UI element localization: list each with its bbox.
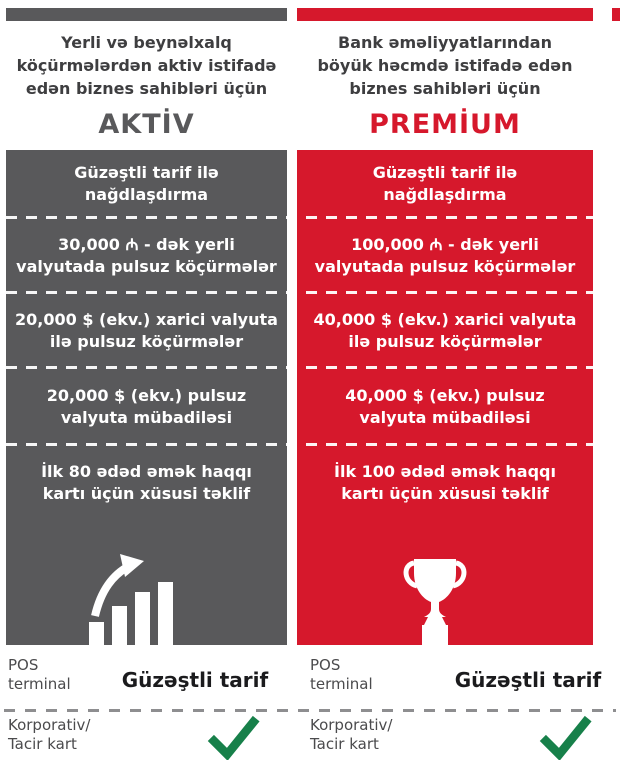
aktiv-corporate-card-label: Korporativ/ Tacir kart	[8, 716, 91, 753]
aktiv-benefit-currency-exchange: 20,000 $ (ekv.) pulsuz valyuta mübadiləsi	[46, 385, 247, 427]
premium-benefit-currency-exchange: 40,000 $ (ekv.) pulsuz valyuta mübadiləsi	[345, 385, 545, 427]
premium-plan-title: PREMİUM	[369, 109, 521, 140]
premium-accent-bar	[297, 8, 593, 21]
trophy-icon	[402, 559, 468, 649]
row-divider	[6, 291, 593, 294]
aktiv-checkmark-icon	[207, 712, 261, 760]
row-divider	[6, 443, 593, 446]
premium-pos-terminal-label: POS terminal	[310, 656, 373, 693]
aktiv-benefit-local-transfers: 30,000 ₼ - dək yerli valyutada pulsuz köçürmələr	[16, 234, 277, 276]
row-divider	[6, 216, 593, 219]
premium-benefit-cashout: Güzəştli tarif ilə nağdlaşdırma	[372, 163, 518, 204]
aktiv-pos-terminal-label: POS terminal	[8, 656, 71, 693]
aktiv-plan-title: AKTİV	[98, 109, 195, 140]
aktiv-audience-text: Yerli və beynəlxalq köçürmələrdən aktiv istifadə edən biznes sahibləri üçün	[16, 33, 277, 98]
aktiv-benefit-foreign-transfers: 20,000 $ (ekv.) xarici valyuta ilə pulsuz köçürmələr	[15, 309, 278, 351]
premium-corporate-card-label: Korporativ/ Tacir kart	[310, 716, 393, 753]
footer-divider	[4, 709, 616, 712]
premium-benefits-panel	[297, 150, 593, 645]
aktiv-pos-terminal-value: Güzəştli tarif	[121, 668, 269, 692]
premium-benefit-salary-cards: İlk 100 ədəd əmək haqqı kartı üçün xüsusi təklif	[334, 461, 556, 503]
premium-benefit-local-transfers: 100,000 ₼ - dək yerli valyutada pulsuz köçürmələr	[314, 234, 576, 276]
aktiv-benefit-cashout: Güzəştli tarif ilə nağdlaşdırma	[74, 163, 219, 204]
aktiv-accent-bar	[6, 8, 287, 21]
aktiv-benefit-salary-cards: İlk 80 ədəd əmək haqqı kartı üçün xüsusi təklif	[41, 461, 252, 503]
premium-benefit-foreign-transfers: 40,000 $ (ekv.) xarici valyuta ilə pulsuz köçürmələr	[313, 309, 577, 351]
row-divider	[6, 366, 593, 369]
aktiv-benefits-panel	[6, 150, 287, 645]
premium-checkmark-icon	[539, 712, 593, 760]
edge-accent-sliver	[612, 8, 620, 21]
premium-audience-text: Bank əməliyyatlarından böyük həcmdə istifadə edən biznes sahibləri üçün	[317, 33, 573, 98]
premium-pos-terminal-value: Güzəştli tarif	[454, 668, 602, 692]
growth-chart-icon	[77, 552, 189, 650]
